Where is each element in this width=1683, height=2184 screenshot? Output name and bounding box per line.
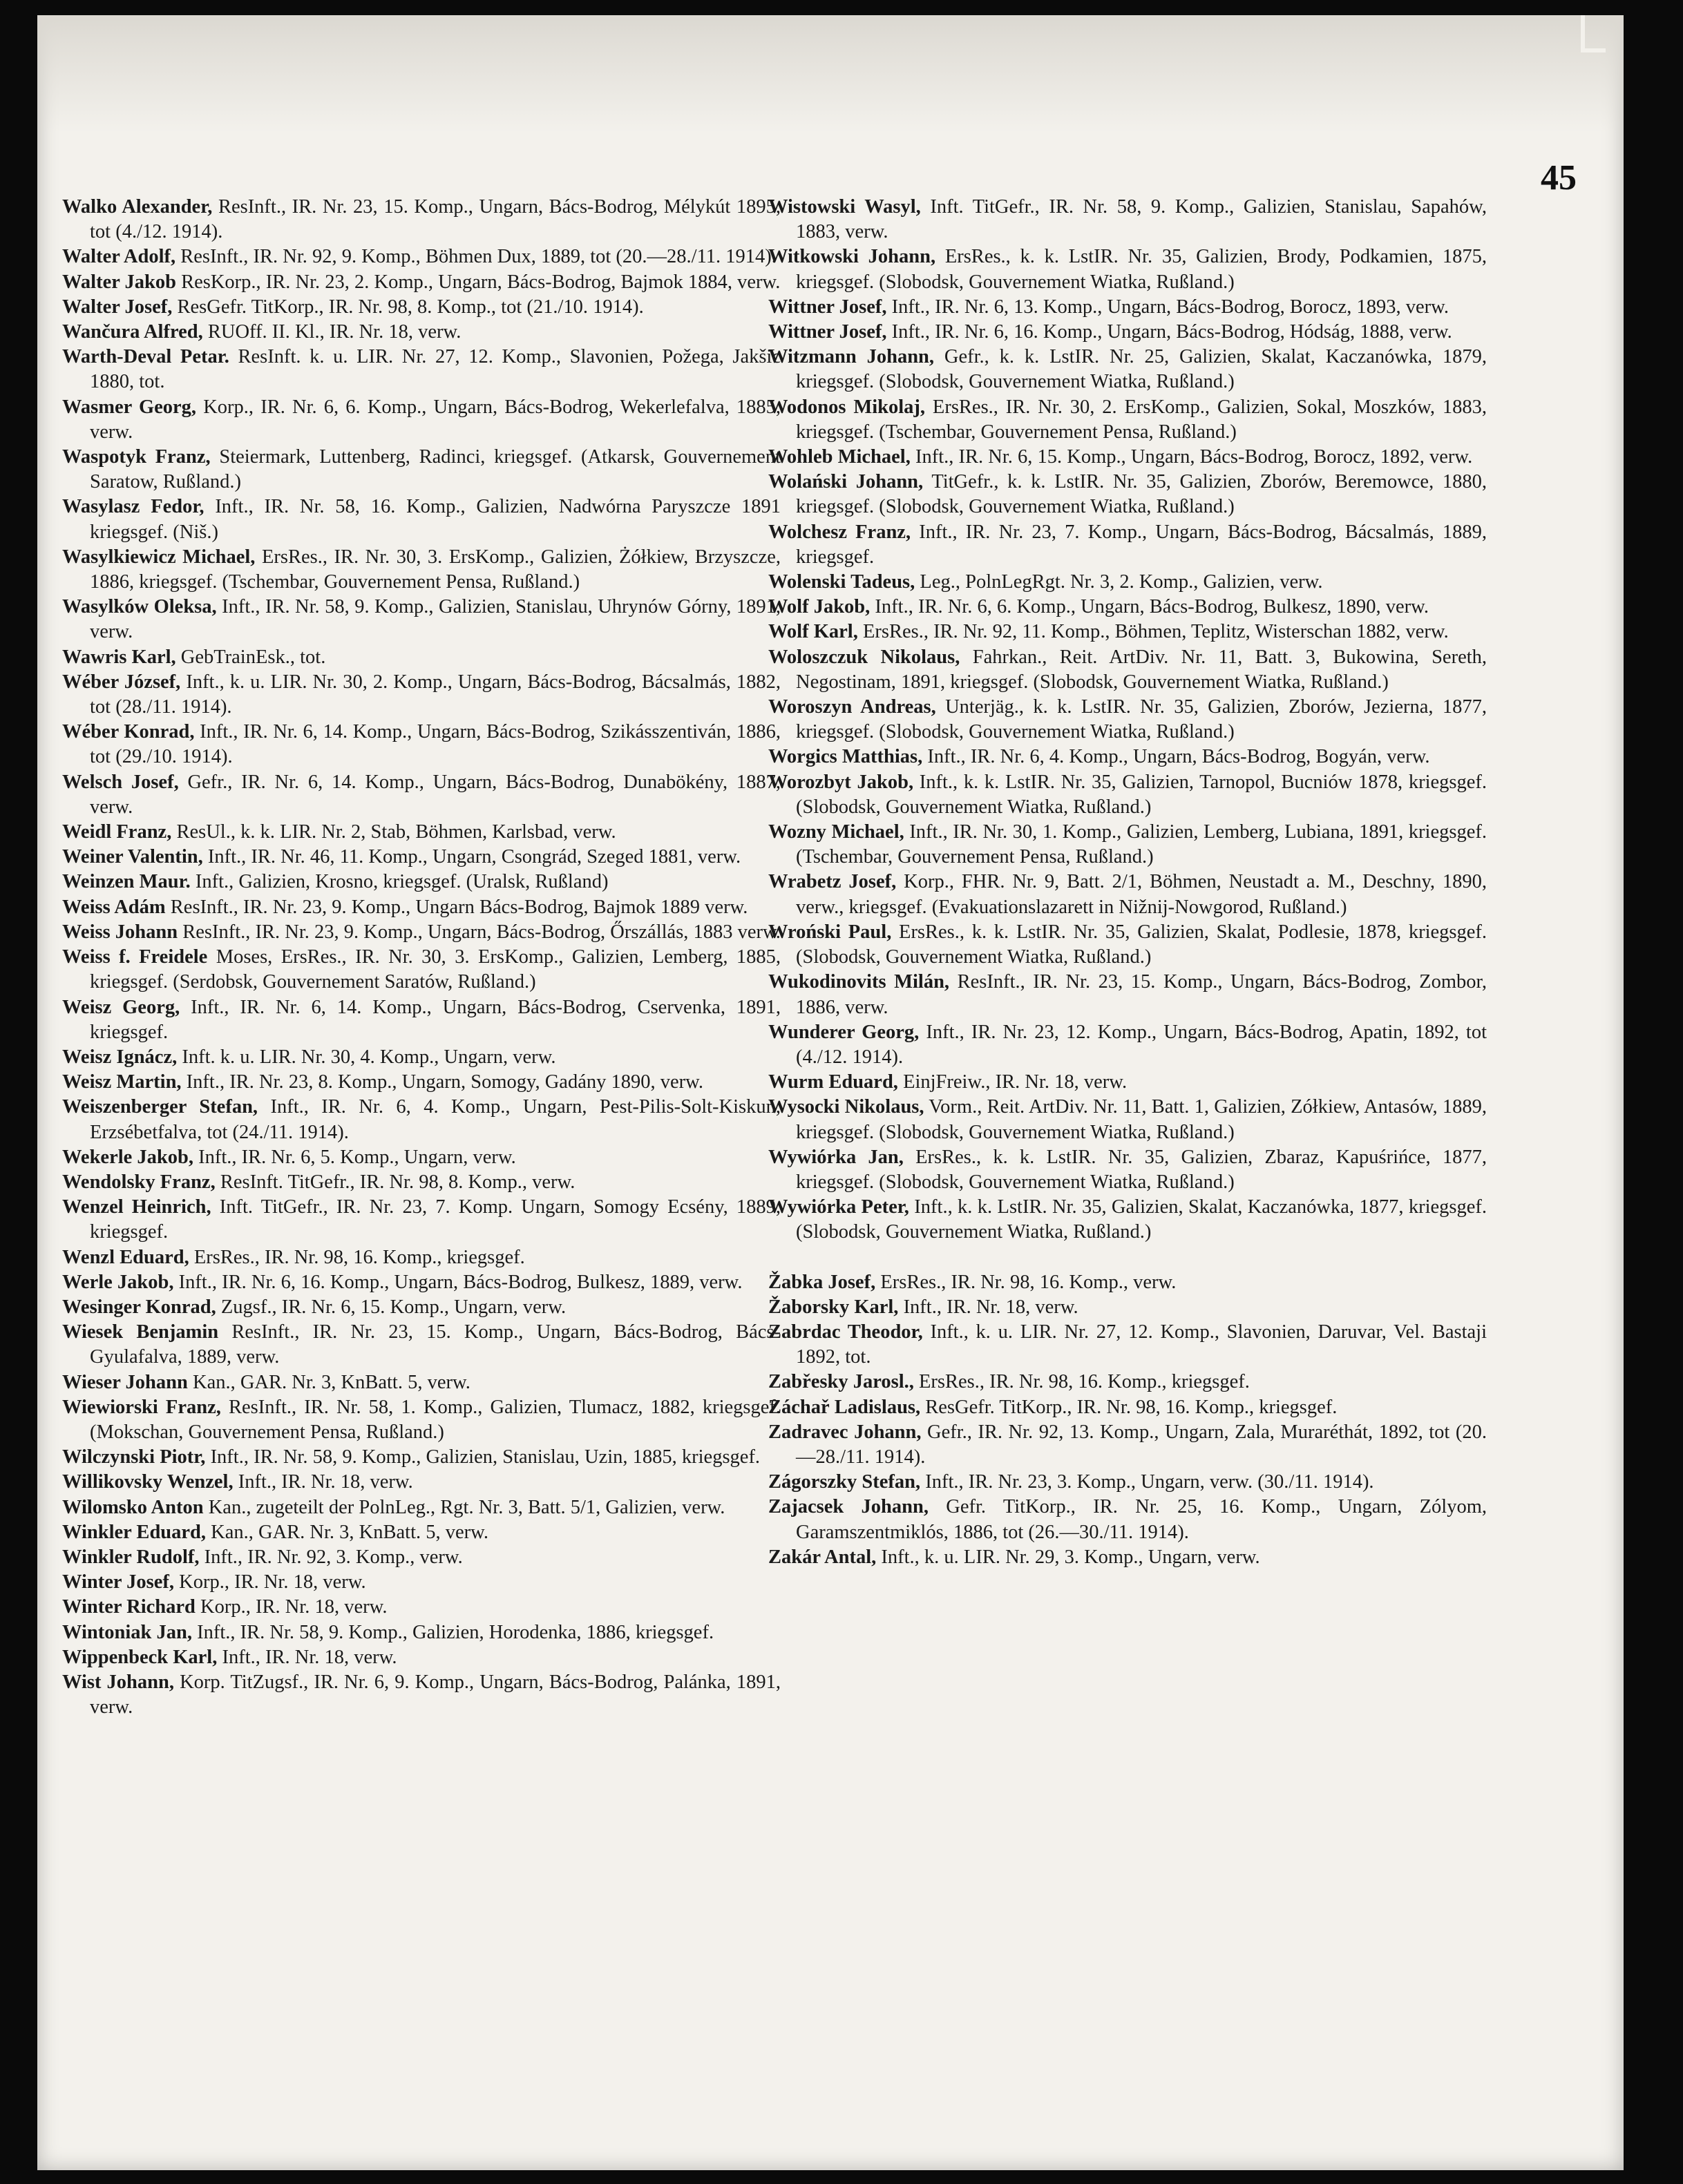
list-entry	[62, 1095, 781, 1144]
entry-surname: Wekerle Jakob,	[62, 1146, 193, 1168]
entry-details: ErsRes., IR. Nr. 30, 2. ErsKomp., Galizien, Sokal, Moszków, 1883, kriegsgef. (Tschembar, Gouvernement Pensa, Rußland.)	[796, 396, 1487, 443]
list-entry	[62, 1370, 781, 1395]
entry-surname: Wasylków Oleksa,	[62, 596, 217, 618]
entry-surname: Waspotyk Franz,	[62, 446, 211, 468]
entry-surname: Welsch Josef,	[62, 771, 179, 793]
entry-surname: Wolenski Tadeus,	[768, 571, 915, 593]
list-entry	[62, 1445, 781, 1470]
list-entry	[768, 620, 1487, 644]
list-entry	[62, 395, 781, 445]
entry-surname: Wolf Karl,	[768, 621, 858, 643]
entry-surname: Wywiórka Peter,	[768, 1196, 909, 1218]
list-entry	[768, 1470, 1487, 1495]
entry-details: Inft., IR. Nr. 58, 9. Komp., Galizien, Stanislau, Uzin, 1885, kriegsgef.	[210, 1446, 761, 1468]
entry-details: GebTrainEsk., tot.	[180, 646, 326, 668]
list-entry	[62, 1245, 781, 1270]
entry-details: ErsRes., k. k. LstIR. Nr. 35, Galizien, Brody, Podkamien, 1875, kriegsgef. (Slobodsk, Gouvernement Wiatka, Rußland.)	[796, 246, 1487, 293]
entry-details: Inft. TitGefr., IR. Nr. 23, 7. Komp. Ungarn, Somogy Ecsény, 1889, kriegsgef.	[90, 1196, 781, 1243]
section-gap	[768, 1245, 1487, 1270]
entry-details: Inft., IR. Nr. 6, 4. Komp., Ungarn, Pest-Pilis-Solt-Kiskun, Erzsébetfalva, tot (24./11. 1914).	[90, 1096, 781, 1143]
entry-surname: Worozbyt Jakob,	[768, 771, 914, 793]
list-entry	[62, 870, 781, 894]
entry-details: Inft., IR. Nr. 6, 4. Komp., Ungarn, Bács-Bodrog, Bogyán, verw.	[927, 746, 1430, 768]
list-entry	[62, 1170, 781, 1195]
list-entry	[768, 395, 1487, 445]
entry-details: Inft., IR. Nr. 18, verw.	[238, 1471, 413, 1493]
entry-details: Inft., IR. Nr. 30, 1. Komp., Galizien, Lemberg, Lubiana, 1891, kriegsgef. (Tschembar, Gouvernement Pensa, Rußland.)	[796, 821, 1487, 868]
entry-surname: Wistowski Wasyl,	[768, 196, 921, 218]
entry-details: Gefr., k. k. LstIR. Nr. 25, Galizien, Skalat, Kaczanówka, 1879, kriegsgef. (Slobodsk, Gouvernement Wiatka, Rußland.)	[796, 346, 1487, 393]
entry-details: ResInft. k. u. LIR. Nr. 27, 12. Komp., Slavonien, Požega, Jakšic 1880, tot.	[90, 346, 781, 393]
list-entry	[768, 245, 1487, 294]
list-entry	[62, 1595, 781, 1620]
entry-details: Inft., IR. Nr. 23, 3. Komp., Ungarn, verw. (30./11. 1914).	[925, 1471, 1374, 1493]
entry-details: ResGefr. TitKorp., IR. Nr. 98, 16. Komp., kriegsgef.	[925, 1396, 1338, 1418]
entry-surname: Wenzel Heinrich,	[62, 1196, 211, 1218]
entry-details: Unterjäg., k. k. LstIR. Nr. 35, Galizien, Zborów, Jezierna, 1877, kriegsgef. (Slobodsk, Gouvernement Wiatka, Rußland.)	[796, 696, 1487, 743]
entry-details: Inft., k. u. LIR. Nr. 27, 12. Komp., Slavonien, Daruvar, Vel. Bastaji 1892, tot.	[796, 1321, 1487, 1368]
list-entry	[768, 345, 1487, 394]
entry-surname: Wančura Alfred,	[62, 321, 203, 343]
entry-surname: Witzmann Johann,	[768, 346, 935, 368]
list-entry	[62, 445, 781, 495]
entry-details: Inft., IR. Nr. 6, 15. Komp., Ungarn, Bács-Bodrog, Borocz, 1892, verw.	[915, 446, 1473, 468]
list-entry	[62, 1320, 781, 1370]
entry-surname: Wist Johann,	[62, 1671, 174, 1693]
entry-surname: Wukodinovits Milán,	[768, 971, 950, 993]
entry-details: ResInft., IR. Nr. 23, 9. Komp., Ungarn Bács-Bodrog, Bajmok 1889 verw.	[170, 896, 748, 918]
list-entry	[768, 1095, 1487, 1144]
entry-surname: Wittner Josef,	[768, 321, 887, 343]
entry-details: Inft., IR. Nr. 58, 9. Komp., Galizien, Stanislau, Uhrynów Górny, 1891, verw.	[90, 596, 781, 643]
entry-details: ErsRes., IR. Nr. 92, 11. Komp., Böhmen, Teplitz, Wisterschan 1882, verw.	[862, 621, 1449, 643]
entry-details: Inft., k. k. LstIR. Nr. 35, Galizien, Tarnopol, Bucniów 1878, kriegsgef. (Slobodsk, Gouvernement Wiatka, Rußland.)	[796, 771, 1487, 818]
list-entry	[768, 1370, 1487, 1395]
entry-surname: Wunderer Georg,	[768, 1021, 920, 1043]
entry-details: Leg., PolnLegRgt. Nr. 3, 2. Komp., Galizien, verw.	[920, 571, 1323, 593]
entry-details: Inft., IR. Nr. 6, 6. Komp., Ungarn, Bács-Bodrog, Bulkesz, 1890, verw.	[875, 596, 1429, 618]
list-entry	[62, 920, 781, 945]
entry-surname: Wywiórka Jan,	[768, 1146, 904, 1168]
entry-surname: Woloszczuk Nikolaus,	[768, 646, 960, 668]
entry-surname: Winter Josef,	[62, 1571, 175, 1593]
page-shadow	[37, 15, 1624, 133]
entry-surname: Wendolsky Franz,	[62, 1171, 216, 1193]
entry-details: ResInft., IR. Nr. 92, 9. Komp., Böhmen Dux, 1889, tot (20.—28./11. 1914).	[180, 246, 777, 268]
entry-details: Steiermark, Luttenberg, Radinci, kriegsgef. (Atkarsk, Gouvernement Saratow, Rußland.)	[90, 446, 781, 493]
entry-details: Inft., IR. Nr. 23, 8. Komp., Ungarn, Somogy, Gadány 1890, verw.	[186, 1071, 703, 1093]
list-entry	[62, 1270, 781, 1295]
entry-details: Inft., IR. Nr. 6, 16. Komp., Ungarn, Bács-Bodrog, Hódság, 1888, verw.	[891, 321, 1452, 343]
list-entry	[62, 1570, 781, 1595]
entry-surname: Weisz Georg,	[62, 996, 180, 1018]
list-entry	[768, 1545, 1487, 1570]
right-column	[768, 195, 1487, 1570]
entry-surname: Wasylasz Fedor,	[62, 496, 205, 518]
entry-details: ResInft., IR. Nr. 23, 15. Komp., Ungarn, Bács-Bodrog, Zombor, 1886, verw.	[796, 971, 1487, 1018]
entry-surname: Woroszyn Andreas,	[768, 696, 936, 718]
list-entry	[768, 820, 1487, 870]
entry-details: Inft., k. u. LIR. Nr. 29, 3. Komp., Ungarn, verw.	[881, 1546, 1260, 1568]
entry-details: Inft., IR. Nr. 23, 7. Komp., Ungarn, Bács-Bodrog, Bácsalmás, 1889, kriegsgef.	[796, 521, 1487, 568]
entry-details: Inft., Galizien, Krosno, kriegsgef. (Uralsk, Rußland)	[195, 871, 609, 893]
entry-surname: Wenzl Eduard,	[62, 1246, 189, 1268]
list-entry	[768, 1145, 1487, 1195]
list-entry	[62, 1145, 781, 1170]
entry-details: Inft., k. k. LstIR. Nr. 35, Galizien, Skalat, Kaczanówka, 1877, kriegsgef. (Slobodsk, Gouvernement Wiatka, Rußland.)	[796, 1196, 1487, 1243]
entry-surname: Witkowski Johann,	[768, 246, 936, 268]
entry-surname: Weiner Valentin,	[62, 846, 203, 868]
entry-surname: Wilczynski Piotr,	[62, 1446, 206, 1468]
list-entry	[62, 995, 781, 1045]
list-entry	[62, 670, 781, 720]
list-entry	[768, 195, 1487, 245]
list-entry	[768, 970, 1487, 1019]
list-entry	[62, 1395, 781, 1445]
entry-surname: Záchař Ladislaus,	[768, 1396, 921, 1418]
list-entry	[62, 595, 781, 644]
entry-surname: Wesinger Konrad,	[62, 1296, 216, 1318]
entry-surname: Weiszenberger Stefan,	[62, 1096, 258, 1118]
entry-details: ResGefr. TitKorp., IR. Nr. 98, 8. Komp., tot (21./10. 1914).	[177, 296, 644, 318]
entry-surname: Wodonos Mikolaj,	[768, 396, 926, 418]
entry-surname: Worgics Matthias,	[768, 746, 923, 768]
entry-details: Inft., IR. Nr. 6, 16. Komp., Ungarn, Bács-Bodrog, Bulkesz, 1889, verw.	[178, 1271, 743, 1293]
entry-details: Fahrkan., Reit. ArtDiv. Nr. 11, Batt. 3, Bukowina, Sereth, Negostinam, 1891, kriegsgef. (Slobodsk, Gouvernement Wiatka, Rußland.)	[796, 646, 1487, 693]
list-entry	[62, 770, 781, 820]
entry-details: RUOff. II. Kl., IR. Nr. 18, verw.	[207, 321, 462, 343]
list-entry	[62, 645, 781, 670]
entry-details: Korp. TitZugsf., IR. Nr. 6, 9. Komp., Ungarn, Bács-Bodrog, Palánka, 1891, verw.	[90, 1671, 781, 1718]
entry-surname: Zakár Antal,	[768, 1546, 877, 1568]
entry-details: ResInft., IR. Nr. 58, 1. Komp., Galizien, Tlumacz, 1882, kriegsgef. (Mokschan, Gouvernement Pensa, Rußland.)	[90, 1396, 781, 1443]
entry-surname: Winter Richard	[62, 1596, 196, 1618]
list-entry	[768, 295, 1487, 320]
entry-surname: Wintoniak Jan,	[62, 1621, 192, 1643]
entry-surname: Weiss Johann	[62, 921, 178, 943]
list-entry	[62, 1195, 781, 1245]
list-entry	[768, 595, 1487, 620]
entry-details: Inft. k. u. LIR. Nr. 30, 4. Komp., Ungarn, verw.	[182, 1046, 556, 1068]
list-entry	[768, 1070, 1487, 1095]
entry-details: Inft., IR. Nr. 18, verw.	[222, 1646, 397, 1668]
entry-details: Inft., IR. Nr. 58, 9. Komp., Galizien, Horodenka, 1886, kriegsgef.	[197, 1621, 714, 1643]
list-entry	[768, 445, 1487, 470]
entry-details: Kan., GAR. Nr. 3, KnBatt. 5, verw.	[192, 1371, 470, 1393]
corner-mark	[1581, 15, 1606, 52]
list-entry	[768, 1295, 1487, 1320]
entry-details: Vorm., Reit. ArtDiv. Nr. 11, Batt. 1, Galizien, Zółkiew, Antasów, 1889, kriegsgef. (Slobodsk, Gouvernement Wiatka, Rußland.)	[796, 1096, 1487, 1143]
entry-surname: Wiesek Benjamin	[62, 1321, 219, 1343]
list-entry	[62, 1045, 781, 1070]
entry-surname: Wolf Jakob,	[768, 596, 871, 618]
entry-surname: Willikovsky Wenzel,	[62, 1471, 234, 1493]
list-entry	[768, 695, 1487, 745]
list-entry	[768, 1020, 1487, 1070]
entry-surname: Wohleb Michael,	[768, 446, 911, 468]
entry-details: Gefr., IR. Nr. 92, 13. Komp., Ungarn, Zala, Muraréthát, 1892, tot (20.—28./11. 1914).	[796, 1421, 1487, 1468]
entry-surname: Zajacsek Johann,	[768, 1496, 929, 1518]
entry-details: Inft., IR. Nr. 23, 12. Komp., Ungarn, Bács-Bodrog, Apatin, 1892, tot (4./12. 1914).	[796, 1021, 1487, 1068]
list-entry	[768, 870, 1487, 919]
entry-details: Moses, ErsRes., IR. Nr. 30, 3. ErsKomp., Galizien, Lemberg, 1885, kriegsgef. (Serdobsk, Gouvernement Saratów, Rußland.)	[90, 946, 781, 993]
list-entry	[62, 320, 781, 345]
entry-details: Kan., GAR. Nr. 3, KnBatt. 5, verw.	[211, 1521, 489, 1543]
list-entry	[62, 545, 781, 595]
entry-details: Inft., IR. Nr. 18, verw.	[903, 1296, 1078, 1318]
entry-details: ErsRes., IR. Nr. 98, 16. Komp., kriegsgef.	[193, 1246, 525, 1268]
entry-details: Korp., IR. Nr. 18, verw.	[179, 1571, 366, 1593]
entry-details: ErsRes., k. k. LstIR. Nr. 35, Galizien, Skalat, Podlesie, 1878, kriegsgef. (Slobodsk, Gouvernement Wiatka, Rußland.)	[796, 921, 1487, 968]
list-entry	[768, 570, 1487, 595]
entry-details: Gefr., IR. Nr. 6, 14. Komp., Ungarn, Bács-Bodrog, Dunabökény, 1887, verw.	[90, 771, 781, 818]
entry-details: Gefr. TitKorp., IR. Nr. 25, 16. Komp., Ungarn, Zólyom, Garamszentmiklós, 1886, tot (26.—30./11. 1914).	[796, 1496, 1487, 1543]
list-entry	[62, 845, 781, 870]
entry-surname: Wrabetz Josef,	[768, 871, 897, 893]
list-entry	[768, 1395, 1487, 1420]
entry-surname: Wysocki Nikolaus,	[768, 1096, 924, 1118]
entry-surname: Wéber Konrad,	[62, 721, 195, 743]
entry-surname: Wasylkiewicz Michael,	[62, 546, 256, 568]
entry-surname: Weinzen Maur.	[62, 871, 191, 893]
entry-surname: Wolański Johann,	[768, 471, 924, 493]
list-entry	[768, 320, 1487, 345]
entry-details: ResInft. TitGefr., IR. Nr. 98, 8. Komp., verw.	[220, 1171, 576, 1193]
entry-details: Inft., IR. Nr. 58, 16. Komp., Galizien, Nadwórna Paryszcze 1891 kriegsgef. (Niš.)	[90, 496, 781, 543]
list-entry	[768, 745, 1487, 769]
list-entry	[768, 520, 1487, 570]
list-entry	[62, 1295, 781, 1320]
list-entry	[768, 920, 1487, 970]
list-entry	[768, 1320, 1487, 1370]
entry-surname: Werle Jakob,	[62, 1271, 174, 1293]
entry-surname: Wroński Paul,	[768, 921, 892, 943]
entry-details: ResUl., k. k. LIR. Nr. 2, Stab, Böhmen, Karlsbad, verw.	[176, 821, 616, 843]
entry-details: Inft. TitGefr., IR. Nr. 58, 9. Komp., Galizien, Stanislau, Sapahów, 1883, verw.	[796, 196, 1487, 243]
list-entry	[62, 245, 781, 269]
entry-surname: Zabřesky Jarosl.,	[768, 1371, 914, 1393]
list-entry	[62, 720, 781, 769]
entry-surname: Weidl Franz,	[62, 821, 172, 843]
entry-surname: Weiss f. Freidele	[62, 946, 208, 968]
entry-details: TitGefr., k. k. LstIR. Nr. 35, Galizien, Zborów, Beremowce, 1880, kriegsgef. (Slobodsk, Gouvernement Wiatka, Rußland.)	[796, 471, 1487, 518]
entry-surname: Walter Jakob	[62, 271, 176, 293]
entry-surname: Wozny Michael,	[768, 821, 904, 843]
list-entry	[62, 1520, 781, 1545]
entry-details: Inft., IR. Nr. 6, 5. Komp., Ungarn, verw.	[198, 1146, 516, 1168]
entry-surname: Walter Adolf,	[62, 246, 176, 268]
entry-surname: Wasmer Georg,	[62, 396, 197, 418]
left-column	[62, 195, 781, 1720]
list-entry	[62, 195, 781, 245]
entry-details: Korp., FHR. Nr. 9, Batt. 2/1, Böhmen, Neustadt a. M., Deschny, 1890, verw., kriegsgef. (Evakuationslazarett in Nižnij-Nowgorod, Rußland.)	[796, 871, 1487, 918]
entry-surname: Žabka Josef,	[768, 1271, 876, 1293]
entry-surname: Winkler Eduard,	[62, 1521, 207, 1543]
list-entry	[62, 1545, 781, 1570]
entry-details: ResInft., IR. Nr. 23, 15. Komp., Ungarn, Bács-Bodrog, Bács-Gyulafalva, 1889, verw.	[90, 1321, 781, 1368]
list-entry	[62, 1470, 781, 1495]
entry-surname: Weiss Adám	[62, 896, 166, 918]
entry-details: ErsRes., IR. Nr. 98, 16. Komp., kriegsgef.	[919, 1371, 1250, 1393]
list-entry	[62, 1670, 781, 1720]
entry-details: ErsRes., IR. Nr. 30, 3. ErsKomp., Galizien, Żółkiew, Brzyszcze, 1886, kriegsgef. (Tschembar, Gouvernement Pensa, Rußland.)	[90, 546, 781, 593]
list-entry	[62, 1645, 781, 1670]
entry-details: Inft., IR. Nr. 6, 13. Komp., Ungarn, Bács-Bodrog, Borocz, 1893, verw.	[891, 296, 1449, 318]
list-entry	[62, 1620, 781, 1645]
list-entry	[62, 820, 781, 845]
entry-surname: Walko Alexander,	[62, 196, 213, 218]
entry-surname: Wurm Eduard,	[768, 1071, 898, 1093]
entry-details: Inft., IR. Nr. 6, 14. Komp., Ungarn, Bács-Bodrog, Cservenka, 1891, kriegsgef.	[90, 996, 781, 1043]
list-entry	[768, 1195, 1487, 1245]
list-entry	[62, 295, 781, 320]
entry-surname: Zágorszky Stefan,	[768, 1471, 921, 1493]
entry-surname: Žaborsky Karl,	[768, 1296, 899, 1318]
entry-details: ErsRes., IR. Nr. 98, 16. Komp., verw.	[880, 1271, 1177, 1293]
entry-surname: Wéber József,	[62, 671, 181, 693]
list-entry	[62, 345, 781, 394]
entry-details: ResKorp., IR. Nr. 23, 2. Komp., Ungarn, Bács-Bodrog, Bajmok 1884, verw.	[181, 271, 781, 293]
page-number: 45	[1541, 158, 1577, 198]
entry-surname: Zadravec Johann,	[768, 1421, 922, 1443]
entry-surname: Walter Josef,	[62, 296, 173, 318]
entry-surname: Weisz Ignácz,	[62, 1046, 178, 1068]
list-entry	[62, 1495, 781, 1520]
entry-surname: Weisz Martin,	[62, 1071, 182, 1093]
entry-surname: Wiewiorski Franz,	[62, 1396, 221, 1418]
entry-surname: Wippenbeck Karl,	[62, 1646, 218, 1668]
entry-details: Korp., IR. Nr. 6, 6. Komp., Ungarn, Bács-Bodrog, Wekerlefalva, 1885, verw.	[90, 396, 781, 443]
entry-details: ResInft., IR. Nr. 23, 9. Komp., Ungarn, Bács-Bodrog, Őrszállás, 1883 verw.	[182, 921, 781, 943]
entry-surname: Zabrdac Theodor,	[768, 1321, 923, 1343]
list-entry	[768, 470, 1487, 519]
list-entry	[62, 495, 781, 544]
list-entry	[768, 1270, 1487, 1295]
entry-details: Inft., k. u. LIR. Nr. 30, 2. Komp., Ungarn, Bács-Bodrog, Bácsalmás, 1882, tot (28./11. 1914).	[90, 671, 781, 718]
entry-surname: Wolchesz Franz,	[768, 521, 911, 543]
entry-surname: Wittner Josef,	[768, 296, 887, 318]
entry-surname: Winkler Rudolf,	[62, 1546, 200, 1568]
entry-surname: Wieser Johann	[62, 1371, 188, 1393]
list-entry	[62, 895, 781, 920]
entry-details: Zugsf., IR. Nr. 6, 15. Komp., Ungarn, verw.	[220, 1296, 567, 1318]
list-entry	[62, 945, 781, 995]
entry-surname: Warth-Deval Petar.	[62, 346, 229, 368]
entry-details: ErsRes., k. k. LstIR. Nr. 35, Galizien, Zbaraz, Kapuśrińce, 1877, kriegsgef. (Slobodsk, Gouvernement Wiatka, Rußland.)	[796, 1146, 1487, 1193]
entry-details: Inft., IR. Nr. 6, 14. Komp., Ungarn, Bács-Bodrog, Szikásszentiván, 1886, tot (29./10. 1914).	[90, 721, 781, 768]
list-entry	[62, 270, 781, 295]
list-entry	[62, 1070, 781, 1095]
list-entry	[768, 1420, 1487, 1470]
entry-details: Kan., zugeteilt der PolnLeg., Rgt. Nr. 3, Batt. 5/1, Galizien, verw.	[208, 1496, 725, 1518]
list-entry	[768, 1495, 1487, 1544]
entry-surname: Wilomsko Anton	[62, 1496, 204, 1518]
entry-details: Inft., IR. Nr. 46, 11. Komp., Ungarn, Csongrád, Szeged 1881, verw.	[207, 846, 741, 868]
list-entry	[768, 770, 1487, 820]
entry-details: Korp., IR. Nr. 18, verw.	[200, 1596, 388, 1618]
entry-details: Inft., IR. Nr. 92, 3. Komp., verw.	[204, 1546, 463, 1568]
entry-details: EinjFreiw., IR. Nr. 18, verw.	[903, 1071, 1128, 1093]
entry-surname: Wawris Karl,	[62, 646, 176, 668]
list-entry	[768, 645, 1487, 695]
entry-details: ResInft., IR. Nr. 23, 15. Komp., Ungarn, Bács-Bodrog, Mélykút 1895, tot (4./12. 1914).	[90, 196, 781, 243]
